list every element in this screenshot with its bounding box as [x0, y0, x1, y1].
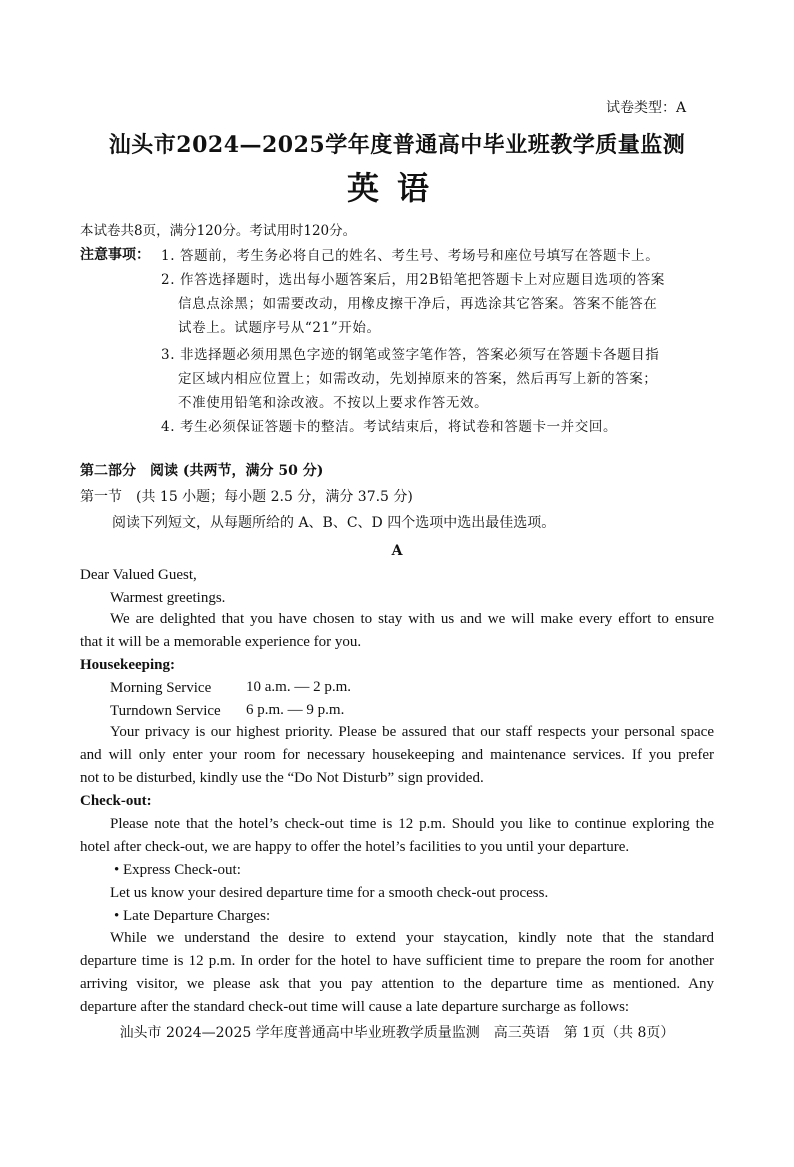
greeting: Warmest greetings.: [110, 590, 226, 606]
note-line: 试卷上。试题序号从“21”开始。: [178, 320, 381, 336]
exam-title: 汕头市2024—2025学年度普通高中毕业班教学质量监测: [108, 132, 686, 158]
salutation: Dear Valued Guest,: [80, 567, 197, 583]
subject-title: 英语: [346, 169, 447, 207]
note-line: 1. 答题前，考生务必将自己的姓名、考生号、考场号和座位号填写在答题卡上。: [161, 248, 660, 264]
note-line: 4. 考生必须保证答题卡的整洁。考试结束后，将试卷和答题卡一并交回。: [161, 419, 618, 435]
late-departure-line: departure time is 12 p.m. In order for the hotel to have sufficient time to prepare the room for another: [80, 953, 714, 969]
note-line: 定区域内相应位置上；如需改动，先划掉原来的答案，然后再写上新的答案；: [178, 371, 658, 387]
service-name: Morning Service: [110, 680, 212, 696]
note-line: 3. 非选择题必须用黑色字迹的钢笔或签字笔作答，答案必须写在答题卡各题目指: [161, 347, 660, 363]
late-departure-line: While we understand the desire to extend your staycation, kindly note that the standard: [110, 930, 714, 946]
service-time: 6 p.m. — 9 p.m.: [246, 702, 345, 718]
section-heading: 第二部分 阅读 (共两节，满分 50 分): [80, 463, 324, 479]
service-time: 10 a.m. — 2 p.m.: [246, 679, 351, 695]
late-departure-label: • Late Departure Charges:: [114, 908, 271, 924]
page-footer: 汕头市 2024—2025 学年度普通高中毕业班教学质量监测 高三英语 第 1页（共 8页）: [119, 1025, 675, 1041]
note-line: 不准使用铅笔和涂改液。不按以上要求作答无效。: [178, 395, 489, 411]
late-departure-line: departure after the standard check-out time will cause a late departure surcharge as follows:: [80, 999, 630, 1015]
welcome-line: that it will be a memorable experience for you.: [80, 634, 362, 650]
express-checkout-text: Let us know your desired departure time for a smooth check-out process.: [110, 885, 549, 901]
paper-type-label: 试卷类型：A: [606, 100, 687, 116]
housekeeping-heading: Housekeeping:: [80, 657, 176, 673]
note-line: 信息点涂黑；如需要改动，用橡皮擦干净后，再选涂其它答案。答案不能答在: [178, 296, 658, 312]
section-subheading: 第一节 (共 15 小题；每小题 2.5 分，满分 37.5 分): [80, 489, 413, 505]
notes-label: 注意事项：: [80, 247, 150, 263]
welcome-line: We are delighted that you have chosen to stay with us and we will make every effort to ensure: [110, 611, 714, 627]
passage-label: A: [391, 543, 403, 559]
express-checkout-label: • Express Check-out:: [114, 862, 241, 878]
privacy-line: and will only enter your room for necessary housekeeping and maintenance services. If you prefer: [80, 747, 714, 763]
privacy-line: Your privacy is our highest priority. Please be assured that our staff respects your personal space: [110, 724, 714, 740]
reading-instruction: 阅读下列短文，从每题所给的 A、B、C、D 四个选项中选出最佳选项。: [112, 515, 556, 531]
checkout-line: hotel after check-out, we are happy to offer the hotel’s facilities to you until your departure.: [80, 839, 630, 855]
checkout-heading: Check-out:: [80, 793, 152, 809]
checkout-line: Please note that the hotel’s check-out time is 12 p.m. Should you like to continue exploring the: [110, 816, 714, 832]
service-name: Turndown Service: [110, 703, 221, 719]
note-line: 2. 作答选择题时，选出每小题答案后，用2B铅笔把答题卡上对应题目选项的答案: [161, 272, 665, 288]
exam-intro: 本试卷共8页，满分120分。考试用时120分。: [80, 223, 357, 239]
late-departure-line: arriving visitor, we please ask that you pay attention to the departure time as mentioned. Any: [80, 976, 714, 992]
privacy-line: not to be disturbed, kindly use the “Do Not Disturb” sign provided.: [80, 770, 484, 786]
